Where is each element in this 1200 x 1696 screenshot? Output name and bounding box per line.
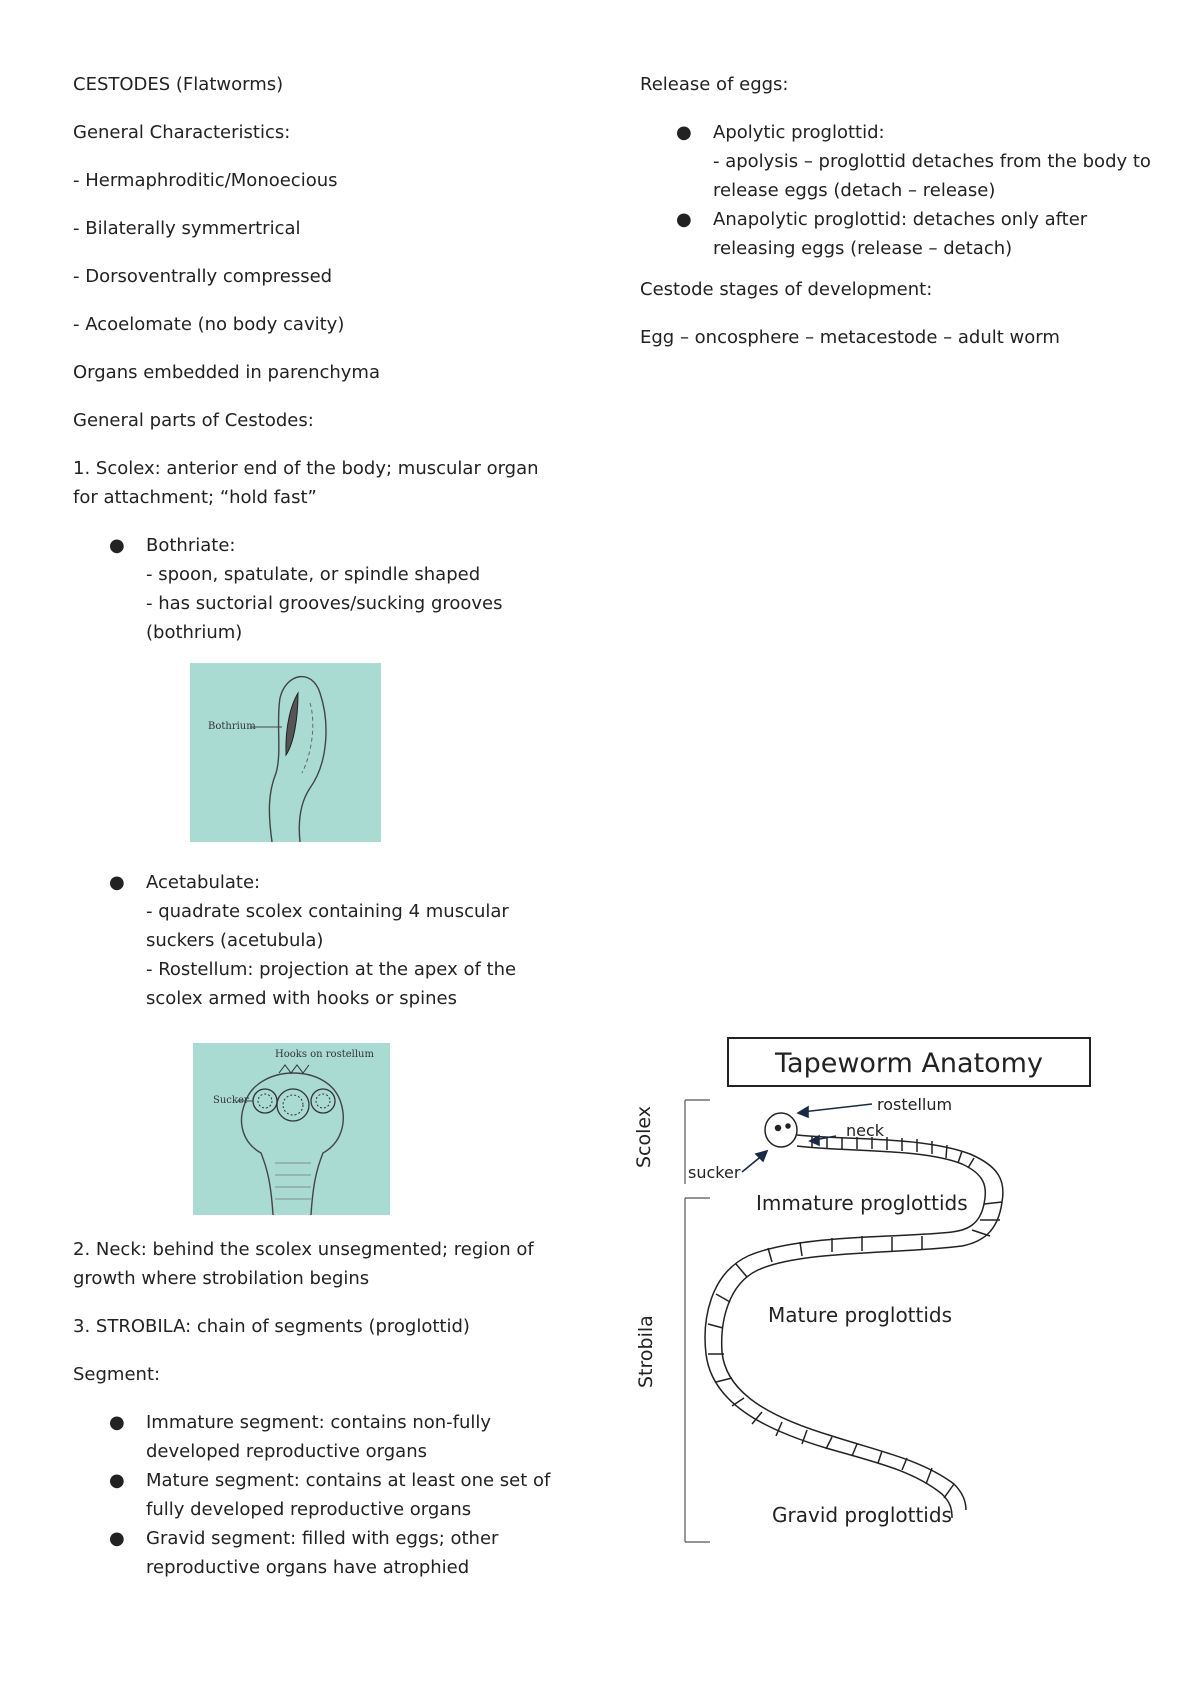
general-parts-heading: General parts of Cestodes: [73,410,314,431]
characteristic-item: - Bilaterally symmertrical [73,218,301,239]
segment-item: ● Immature segment: contains non-fully developed reproductive organs [73,1408,563,1466]
acetabulate-drawing [193,1043,390,1215]
segment-list [73,1408,563,1582]
release-item: ● Apolytic proglottid: - apolysis – proglottid detaches from the body to release eggs (detach – release) [640,118,1160,205]
segment-heading: Segment: [73,1364,161,1385]
sucker-label: sucker [688,1163,741,1182]
right-column [640,70,1160,371]
bullet-icon: ● [676,122,692,143]
neck-text: 2. Neck: behind the scolex unsegmented; region of growth where strobilation begins [73,1239,534,1289]
bullet-icon: ● [109,1470,125,1491]
release-item: ● Anapolytic proglottid: detaches only after releasing eggs (release – detach) [640,205,1160,263]
characteristic-item: - Dorsoventrally compressed [73,266,333,287]
bullet-icon: ● [109,1528,125,1549]
bothrium-label: Bothrium [208,721,256,732]
bothrium-drawing [190,663,381,842]
sucker-label: Sucker [213,1095,249,1106]
document-title: CESTODES (Flatworms) [73,74,284,95]
mature-label: Mature proglottids [768,1303,953,1327]
scolex-label: Scolex [633,1105,655,1168]
neck-label: neck [846,1121,885,1140]
bullet-icon: ● [109,1412,125,1433]
scolex-text: 1. Scolex: anterior end of the body; muscular organ for attachment; “hold fast” [73,458,539,508]
gravid-label: Gravid proglottids [772,1503,952,1527]
segment-item: ● Gravid segment: filled with eggs; other reproductive organs have atrophied [73,1524,563,1582]
bothriate-list [73,531,563,647]
stages-heading: Cestode stages of development: [640,279,933,300]
bullet-icon: ● [109,872,125,893]
tapeworm-anatomy-svg [622,1032,1102,1552]
acetabulate-item: ● Acetabulate: - quadrate scolex containing 4 muscular suckers (acetubula) - Rostellum: projection at the apex of the scolex armed with hooks or spines [73,868,563,1013]
segment-item: ● Mature segment: contains at least one set of fully developed reproductive organs [73,1466,563,1524]
strobila-text: 3. STROBILA: chain of segments (proglottid) [73,1316,470,1337]
strobila-label: Strobila [635,1315,657,1388]
tapeworm-anatomy-diagram [622,1032,1102,1552]
rostellum-label: rostellum [877,1095,953,1114]
hooks-label: Hooks on rostellum [275,1049,374,1060]
stages-text: Egg – oncosphere – metacestode – adult worm [640,327,1060,348]
immature-label: Immature proglottids [756,1191,968,1215]
bothrium-figure [190,663,381,842]
characteristic-item: - Hermaphroditic/Monoecious [73,170,338,191]
bothriate-item: ● Bothriate: - spoon, spatulate, or spindle shaped - has suctorial grooves/sucking grooves (bothrium) [73,531,563,647]
bullet-icon: ● [676,209,692,230]
characteristic-item: - Acoelomate (no body cavity) [73,314,345,335]
left-column [73,70,563,1594]
general-characteristics-heading: General Characteristics: [73,122,291,143]
bullet-icon: ● [109,535,125,556]
acetabulate-figure [193,1043,390,1215]
anatomy-title: Tapeworm Anatomy [775,1048,1043,1079]
release-list [640,118,1160,263]
release-heading: Release of eggs: [640,74,789,95]
organs-text: Organs embedded in parenchyma [73,362,380,383]
acetabulate-list [73,868,563,1013]
